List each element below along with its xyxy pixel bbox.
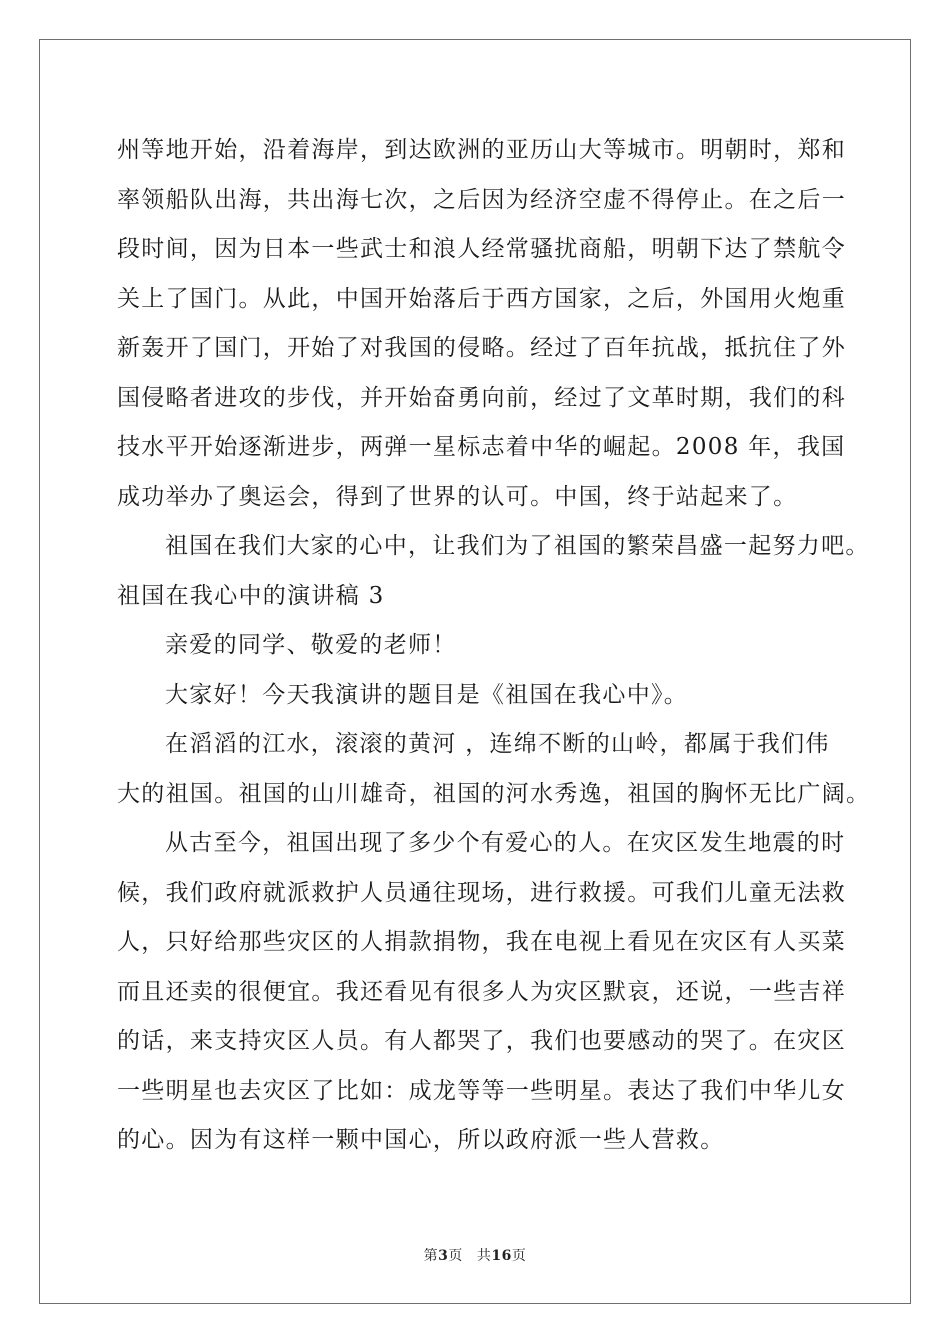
text-line-5: 新轰开了国门，开始了对我国的侵略。经过了百年抗战，抵抗住了外 [117,335,846,361]
text-line-16: 候，我们政府就派救护人员通往现场，进行救援。可我们儿童无法救 [117,879,846,906]
text-line-7: 技水平开始逐渐进步，两弹一星标志着中华的崛起。2008 年，我国 [117,434,846,460]
text-line-21: 的心。因为有这样一颗中国心，所以政府派一些人营救。 [117,1127,725,1153]
text-line-2: 率领船队出海，共出海七次，之后因为经济空虚不得停止。在之后一 [117,186,846,213]
page-number: 3 [438,1248,449,1264]
document-body [117,126,871,1166]
text-line-20: 一些明星也去灾区了比如：成龙等等一些明星。表达了我们中华儿女 [117,1077,846,1104]
text-line-15: 从古至今，祖国出现了多少个有爱心的人。在灾区发生地震的时 [165,830,846,856]
total-suffix: 页 [511,1248,527,1264]
text-line-1: 州等地开始，沿着海岸，到达欧洲的亚历山大等城市。明朝时，郑和 [117,137,846,163]
total-pages: 16 [491,1248,512,1264]
text-line-17: 人，只好给那些灾区的人捐款捐物，我在电视上看见在灾区有人买菜 [117,929,846,955]
text-line-4: 关上了国门。从此，中国开始落后于西方国家，之后，外国用火炮重 [117,285,846,312]
salutation-line: 亲爱的同学、敬爱的老师！ [165,632,457,658]
text-line-18: 而且还卖的很便宜。我还看见有很多人为灾区默哀，还说，一些吉祥 [117,978,846,1005]
text-line-14: 大的祖国。祖国的山川雄奇，祖国的河水秀逸，祖国的胸怀无比广阔。 [117,780,871,807]
page-suffix: 页 [448,1248,463,1264]
page-prefix: 第 [423,1248,439,1264]
greeting-line: 大家好！今天我演讲的题目是《祖国在我心中》。 [165,681,689,708]
text-line-8: 成功举办了奥运会，得到了世界的认可。中国，终于站起来了。 [117,483,798,510]
page-footer [0,1245,950,1265]
section-heading: 祖国在我心中的演讲稿 3 [117,582,385,609]
text-line-9: 祖国在我们大家的心中，让我们为了祖国的繁荣昌盛一起努力吧。 [165,533,870,559]
text-line-13: 在滔滔的江水，滚滚的黄河 ，连绵不断的山岭，都属于我们伟 [165,731,830,757]
text-line-3: 段时间，因为日本一些武士和浪人经常骚扰商船，明朝下达了禁航令 [117,236,846,262]
text-line-19: 的话，来支持灾区人员。有人都哭了，我们也要感动的哭了。在灾区 [117,1028,846,1054]
total-prefix: 共 [476,1248,492,1264]
text-line-6: 国侵略者进攻的步伐，并开始奋勇向前，经过了文革时期，我们的科 [117,384,846,411]
